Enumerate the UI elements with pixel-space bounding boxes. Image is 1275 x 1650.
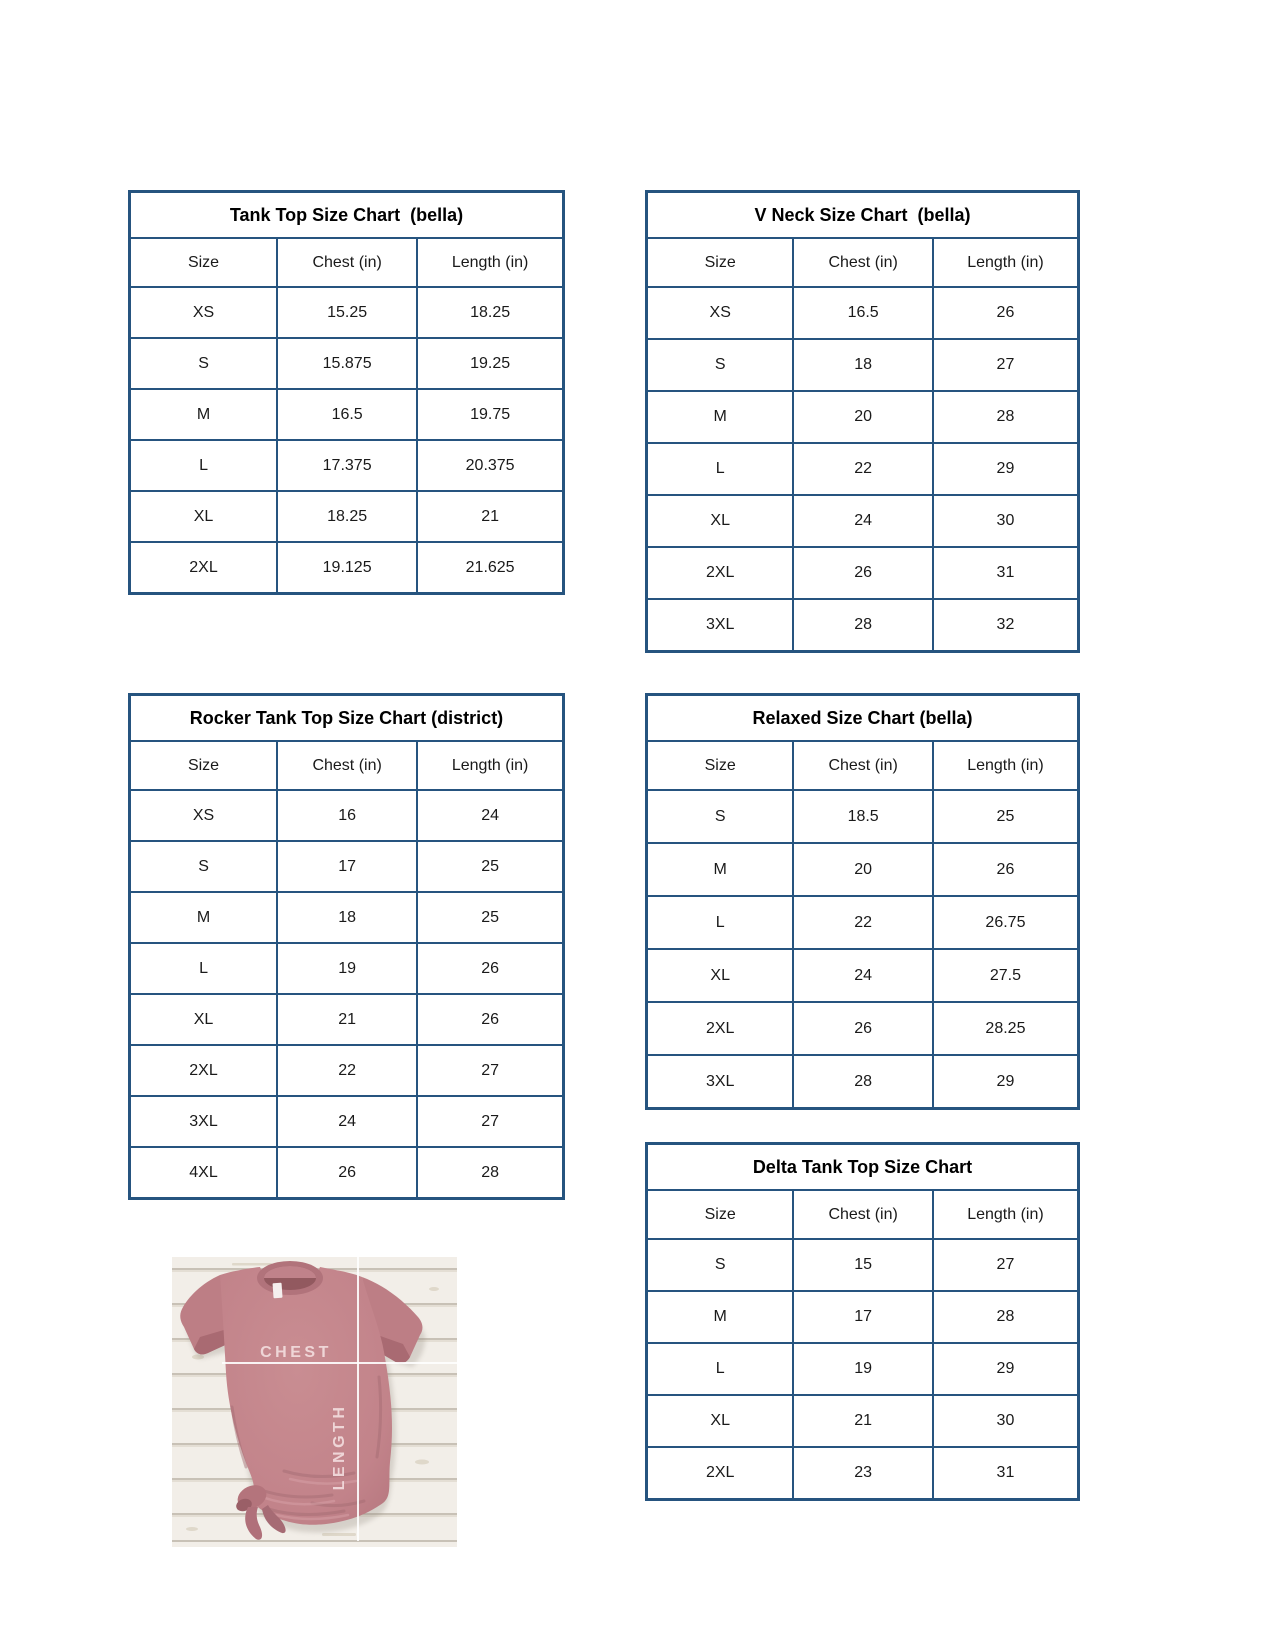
table-row bbox=[647, 896, 1079, 949]
table-row bbox=[647, 1343, 1079, 1395]
table-cell: 29 bbox=[933, 1343, 1079, 1395]
table-cell: 26 bbox=[793, 1002, 933, 1055]
table-cell: S bbox=[130, 841, 278, 892]
column-header: Chest (in) bbox=[277, 741, 417, 790]
table-cell: L bbox=[130, 943, 278, 994]
table-cell: 15.25 bbox=[277, 287, 417, 338]
column-header: Length (in) bbox=[417, 741, 563, 790]
column-header: Size bbox=[130, 741, 278, 790]
table-cell: 16.5 bbox=[793, 287, 933, 339]
delta-tank-top-size-table bbox=[645, 1142, 1080, 1501]
column-header-row bbox=[130, 741, 564, 790]
table-cell: 21 bbox=[417, 491, 563, 542]
table-cell: 28.25 bbox=[933, 1002, 1079, 1055]
table-row bbox=[647, 1291, 1079, 1343]
table-row bbox=[130, 1045, 564, 1096]
table-cell: L bbox=[130, 440, 278, 491]
table-cell: 31 bbox=[933, 1447, 1079, 1500]
table-cell: 19 bbox=[277, 943, 417, 994]
chest-label: CHEST bbox=[260, 1344, 332, 1361]
table-cell: XL bbox=[647, 949, 794, 1002]
table-row bbox=[130, 338, 564, 389]
table-title-row bbox=[130, 695, 564, 742]
table-row bbox=[647, 1447, 1079, 1500]
table-cell: 24 bbox=[417, 790, 563, 841]
table-row bbox=[647, 339, 1079, 391]
column-header: Chest (in) bbox=[793, 741, 933, 790]
rocker-tank-top-size-table bbox=[128, 693, 565, 1200]
table-cell: XL bbox=[130, 491, 278, 542]
table-cell: L bbox=[647, 443, 794, 495]
v-neck-size-table bbox=[645, 190, 1080, 653]
table-row bbox=[647, 949, 1079, 1002]
table-cell: 19.125 bbox=[277, 542, 417, 594]
table-cell: 18.25 bbox=[277, 491, 417, 542]
table-cell: 16.5 bbox=[277, 389, 417, 440]
table-cell: 27 bbox=[417, 1045, 563, 1096]
table-cell: 3XL bbox=[647, 1055, 794, 1109]
table-cell: 18 bbox=[793, 339, 933, 391]
table-row bbox=[647, 495, 1079, 547]
column-header: Size bbox=[647, 741, 794, 790]
table-cell: 20 bbox=[793, 391, 933, 443]
table-cell: M bbox=[130, 389, 278, 440]
table-cell: 24 bbox=[793, 495, 933, 547]
table-cell: 2XL bbox=[130, 1045, 278, 1096]
table-cell: 4XL bbox=[130, 1147, 278, 1199]
delta-tank-top-table-title: Delta Tank Top Size Chart bbox=[647, 1144, 1079, 1191]
column-header-row bbox=[130, 238, 564, 287]
table-cell: 25 bbox=[417, 841, 563, 892]
table-cell: 20.375 bbox=[417, 440, 563, 491]
table-cell: 27 bbox=[933, 1239, 1079, 1291]
table-cell: 18.5 bbox=[793, 790, 933, 843]
table-cell: 26.75 bbox=[933, 896, 1079, 949]
table-cell: L bbox=[647, 896, 794, 949]
table-row bbox=[130, 542, 564, 594]
table-cell: 30 bbox=[933, 495, 1079, 547]
table-row bbox=[130, 440, 564, 491]
table-cell: 25 bbox=[933, 790, 1079, 843]
table-row bbox=[130, 287, 564, 338]
table-cell: S bbox=[647, 339, 794, 391]
table-title-row bbox=[647, 695, 1079, 742]
table-cell: 29 bbox=[933, 443, 1079, 495]
table-row bbox=[647, 1002, 1079, 1055]
table-cell: M bbox=[647, 1291, 794, 1343]
table-cell: 28 bbox=[933, 1291, 1079, 1343]
column-header: Size bbox=[647, 1190, 794, 1239]
table-cell: 27 bbox=[417, 1096, 563, 1147]
table-cell: 28 bbox=[793, 599, 933, 652]
table-cell: M bbox=[647, 391, 794, 443]
table-row bbox=[130, 1096, 564, 1147]
tank-top-table-title: Tank Top Size Chart (bella) bbox=[130, 192, 564, 239]
table-cell: 29 bbox=[933, 1055, 1079, 1109]
table-cell: XL bbox=[647, 495, 794, 547]
table-cell: 30 bbox=[933, 1395, 1079, 1447]
column-header: Chest (in) bbox=[277, 238, 417, 287]
table-cell: XL bbox=[130, 994, 278, 1045]
table-cell: 32 bbox=[933, 599, 1079, 652]
table-cell: 26 bbox=[277, 1147, 417, 1199]
table-cell: 17 bbox=[793, 1291, 933, 1343]
table-row bbox=[647, 843, 1079, 896]
table-cell: 27 bbox=[933, 339, 1079, 391]
table-cell: 24 bbox=[277, 1096, 417, 1147]
table-row bbox=[647, 391, 1079, 443]
table-cell: 15.875 bbox=[277, 338, 417, 389]
tshirt-measurement-photo bbox=[172, 1257, 457, 1547]
table-cell: M bbox=[647, 843, 794, 896]
relaxed-table-title: Relaxed Size Chart (bella) bbox=[647, 695, 1079, 742]
table-cell: XL bbox=[647, 1395, 794, 1447]
table-row bbox=[647, 599, 1079, 652]
column-header: Chest (in) bbox=[793, 1190, 933, 1239]
table-cell: XS bbox=[647, 287, 794, 339]
v-neck-table-title: V Neck Size Chart (bella) bbox=[647, 192, 1079, 239]
table-row bbox=[647, 790, 1079, 843]
table-cell: 21 bbox=[793, 1395, 933, 1447]
tshirt-measurement-illustration bbox=[172, 1257, 457, 1547]
table-cell: 22 bbox=[793, 443, 933, 495]
table-row bbox=[130, 389, 564, 440]
table-cell: 17.375 bbox=[277, 440, 417, 491]
table-row bbox=[130, 1147, 564, 1199]
table-cell: 26 bbox=[933, 287, 1079, 339]
table-cell: 2XL bbox=[647, 1447, 794, 1500]
table-cell: 15 bbox=[793, 1239, 933, 1291]
table-cell: 21.625 bbox=[417, 542, 563, 594]
column-header-row bbox=[647, 1190, 1079, 1239]
table-cell: 28 bbox=[793, 1055, 933, 1109]
column-header: Length (in) bbox=[417, 238, 563, 287]
table-title-row bbox=[130, 192, 564, 239]
table-cell: 26 bbox=[933, 843, 1079, 896]
table-title-row bbox=[647, 192, 1079, 239]
table-cell: 22 bbox=[793, 896, 933, 949]
table-cell: 2XL bbox=[647, 547, 794, 599]
table-row bbox=[647, 1239, 1079, 1291]
table-cell: 28 bbox=[933, 391, 1079, 443]
table-cell: 25 bbox=[417, 892, 563, 943]
table-cell: 3XL bbox=[130, 1096, 278, 1147]
table-cell: S bbox=[130, 338, 278, 389]
table-cell: 27.5 bbox=[933, 949, 1079, 1002]
table-cell: 18 bbox=[277, 892, 417, 943]
table-cell: 24 bbox=[793, 949, 933, 1002]
table-row bbox=[130, 943, 564, 994]
table-row bbox=[130, 892, 564, 943]
table-cell: M bbox=[130, 892, 278, 943]
table-row bbox=[647, 547, 1079, 599]
table-row bbox=[130, 491, 564, 542]
table-row bbox=[647, 287, 1079, 339]
column-header: Length (in) bbox=[933, 1190, 1079, 1239]
table-cell: 2XL bbox=[647, 1002, 794, 1055]
table-cell: 26 bbox=[793, 547, 933, 599]
table-cell: 22 bbox=[277, 1045, 417, 1096]
tank-top-size-table bbox=[128, 190, 565, 595]
table-cell: 19.25 bbox=[417, 338, 563, 389]
column-header-row bbox=[647, 741, 1079, 790]
length-label: LENGTH bbox=[331, 1403, 348, 1491]
neck-tag bbox=[273, 1283, 283, 1299]
column-header: Size bbox=[130, 238, 278, 287]
table-cell: 16 bbox=[277, 790, 417, 841]
column-header-row bbox=[647, 238, 1079, 287]
table-row bbox=[130, 841, 564, 892]
table-cell: 26 bbox=[417, 994, 563, 1045]
rocker-tank-top-table-title: Rocker Tank Top Size Chart (district) bbox=[130, 695, 564, 742]
table-cell: 2XL bbox=[130, 542, 278, 594]
table-cell: 3XL bbox=[647, 599, 794, 652]
table-cell: 19.75 bbox=[417, 389, 563, 440]
relaxed-size-table bbox=[645, 693, 1080, 1110]
table-row bbox=[130, 994, 564, 1045]
table-cell: 20 bbox=[793, 843, 933, 896]
table-cell: S bbox=[647, 1239, 794, 1291]
table-cell: XS bbox=[130, 287, 278, 338]
table-cell: 21 bbox=[277, 994, 417, 1045]
table-cell: XS bbox=[130, 790, 278, 841]
column-header: Chest (in) bbox=[793, 238, 933, 287]
table-cell: 31 bbox=[933, 547, 1079, 599]
column-header: Length (in) bbox=[933, 741, 1079, 790]
table-cell: 19 bbox=[793, 1343, 933, 1395]
table-cell: 23 bbox=[793, 1447, 933, 1500]
table-row bbox=[647, 1055, 1079, 1109]
table-cell: 18.25 bbox=[417, 287, 563, 338]
table-title-row bbox=[647, 1144, 1079, 1191]
table-cell: 17 bbox=[277, 841, 417, 892]
table-cell: L bbox=[647, 1343, 794, 1395]
table-cell: S bbox=[647, 790, 794, 843]
table-cell: 28 bbox=[417, 1147, 563, 1199]
table-row bbox=[130, 790, 564, 841]
table-row bbox=[647, 1395, 1079, 1447]
column-header: Length (in) bbox=[933, 238, 1079, 287]
column-header: Size bbox=[647, 238, 794, 287]
table-row bbox=[647, 443, 1079, 495]
table-cell: 26 bbox=[417, 943, 563, 994]
